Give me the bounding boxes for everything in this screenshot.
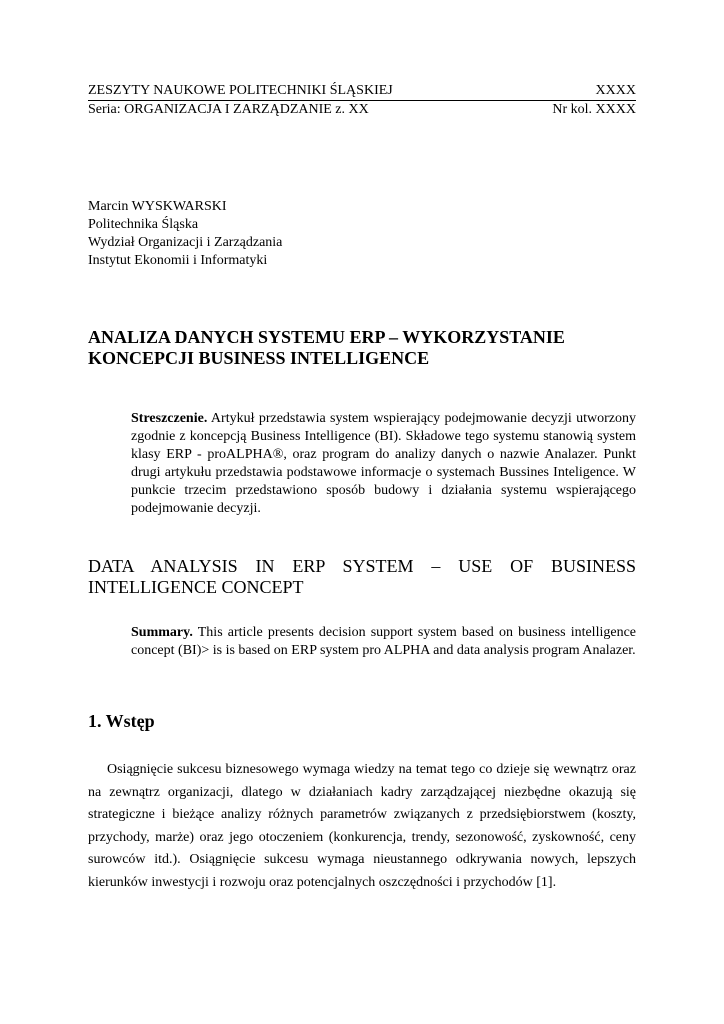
author-institute: Instytut Ekonomii i Informatyki [88,253,268,268]
author-block [88,198,282,270]
author-name: Marcin WYSKWARSKI [88,199,227,214]
paper-title-english: DATA ANALYSIS IN ERP SYSTEM – USE OF BUSINESS INTELLIGENCE CONCEPT [88,556,636,597]
abstract-polish-text: Artykuł przedstawia system wspierający podejmowanie decyzji utworzony zgodnie z koncepcją Business Intelligence (BI). Składowe tego systemu stanowią system klasy ERP - proALPHA®, oraz program do analizy danych o nazwie Analazer. Punkt drugi artykułu przedstawia podstawowe informacje o systemach Bussines Inteligence. W punkcie trzecim przedstawiono sposób budowy i działania systemu wspierającego podejmowanie decyzji. [131,411,636,516]
series-name: Seria: ORGANIZACJA I ZARZĄDZANIE z. XX [88,102,369,117]
title-line-1: ANALIZA DANYCH SYSTEMU ERP – WYKORZYSTANIE [88,327,565,347]
abstract-english-label: Summary. [131,625,193,640]
section-heading: 1. Wstęp [88,711,155,731]
author-faculty: Wydział Organizacji i Zarządzania [88,235,283,250]
paper-title-polish [88,327,636,369]
journal-year: XXXX [595,83,636,98]
journal-name: ZESZYTY NAUKOWE POLITECHNIKI ŚLĄSKIEJ [88,83,393,98]
title-line-2: KONCEPCJI BUSINESS INTELLIGENCE [88,348,430,368]
abstract-english-text: This article presents decision support system based on business intelligence concept (BI)> is is based on ERP system pro ALPHA and data analysis program Analazer. [131,625,636,658]
abstract-polish [131,410,636,518]
header-rule [88,100,636,101]
issue-number: Nr kol. XXXX [552,102,636,117]
author-university: Politechnika Śląska [88,217,199,232]
abstract-polish-label: Streszczenie. [131,411,208,426]
section-paragraph: Osiągnięcie sukcesu biznesowego wymaga wiedzy na temat tego co dzieje się wewnątrz oraz na zewnątrz organizacji, dlatego w działaniach kadry zarządzającej niezbędne okazują się strategiczne i bieżące analizy różnych parametrów związanych z przedsiębiorstwem (koszty, przychody, marże) oraz jego otoczeniem (konkurencja, trendy, sezonowość, zyskowność, ceny surowców itd.). Osiągnięcie sukcesu wymaga nieustannego odkrywania nowych, lepszych kierunków inwestycji i rozwoju oraz potencjalnych oszczędności i przychodów [1]. [88,762,636,890]
abstract-english [131,624,636,660]
